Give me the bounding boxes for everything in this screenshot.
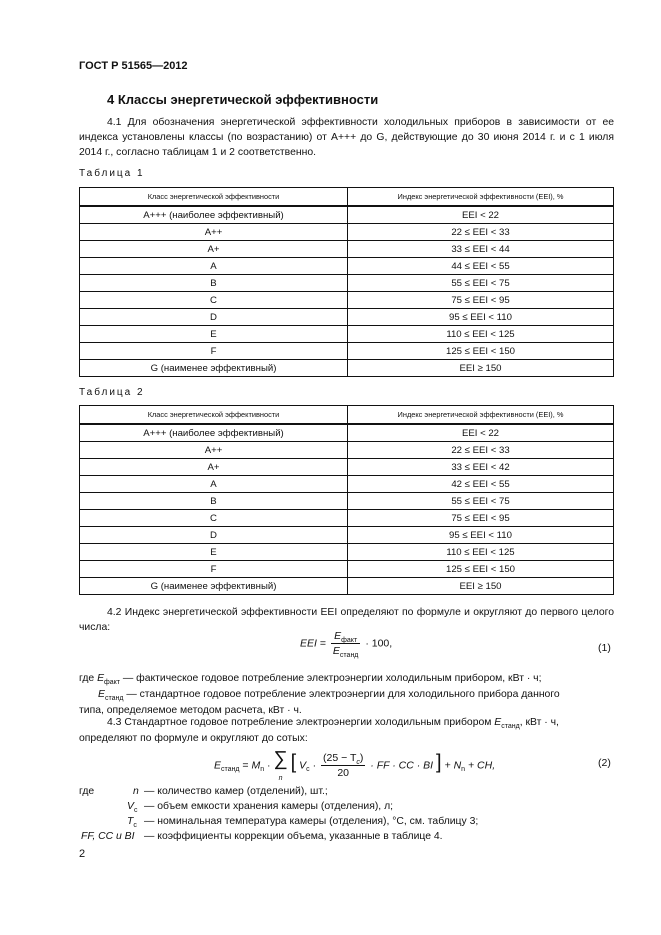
table-row xyxy=(80,424,614,442)
defs2-where: где xyxy=(79,786,95,797)
table-1 xyxy=(79,187,614,377)
table-row xyxy=(80,561,614,578)
eq1-num-sub: факт xyxy=(341,637,358,644)
class-cell: D xyxy=(80,309,348,326)
class-cell: G (наименее эффективный) xyxy=(80,578,348,595)
eq1-tail: · 100, xyxy=(365,637,393,650)
eq2-frac-num-end: ) xyxy=(359,752,364,764)
paragraph-4-2: 4.2 Индекс энергетической эффективности EEI определяют по формуле и округляют до первого целого числа: xyxy=(79,607,614,633)
definitions-1 xyxy=(79,671,619,718)
class-cell: B xyxy=(80,493,348,510)
class-cell: A+ xyxy=(80,241,348,258)
eq2-fraction xyxy=(321,752,365,779)
table-row xyxy=(80,527,614,544)
index-cell: 33 ≤ EEI < 44 xyxy=(348,241,614,258)
class-cell: A++ xyxy=(80,224,348,241)
eq2-frac-num: (25 − T xyxy=(323,752,357,764)
table-row xyxy=(80,241,614,258)
class-cell: A+++ (наиболее эффективный) xyxy=(80,206,348,224)
defs1-estand-sub: станд xyxy=(104,695,124,702)
right-bracket-icon: ] xyxy=(436,751,442,774)
table-row xyxy=(80,459,614,476)
table-row xyxy=(80,510,614,527)
defs2-ff-symbol: FF, CC и BI xyxy=(81,831,135,842)
table-row xyxy=(80,309,614,326)
left-bracket-icon: [ xyxy=(290,751,297,774)
index-cell: EEI < 22 xyxy=(348,206,614,224)
table-row xyxy=(80,224,614,241)
defs2-n-text: — количество камер (отделений), шт.; xyxy=(144,786,328,797)
class-cell: F xyxy=(80,343,348,360)
defs1-estand-symbol: E xyxy=(98,689,105,700)
eq2-m-sub: n xyxy=(260,766,265,774)
table-row xyxy=(80,544,614,561)
defs1-efakt-symbol: E xyxy=(97,673,104,684)
index-cell: EEI ≥ 150 xyxy=(348,578,614,595)
index-cell: 55 ≤ EEI < 75 xyxy=(348,275,614,292)
defs2-t-sub: c xyxy=(133,822,137,829)
class-cell: B xyxy=(80,275,348,292)
class-cell: A+++ (наиболее эффективный) xyxy=(80,424,348,442)
p43-sub: станд xyxy=(501,723,520,730)
defs1-estand-text2: типа, определяемое методом расчета, кВт · ч. xyxy=(79,705,302,716)
class-cell: E xyxy=(80,544,348,561)
defs2-ff-text: — коэффициенты коррекции объема, указанные в таблице 4. xyxy=(144,831,443,842)
section-title: 4 Классы энергетической эффективности xyxy=(107,92,379,107)
document-header: ГОСТ Р 51565—2012 xyxy=(79,60,188,72)
eq1-lhs: EEI xyxy=(300,637,317,650)
page-number: 2 xyxy=(79,848,86,860)
p43-text-c: определяют по формуле и округляют до сотых: xyxy=(79,733,308,744)
eq2-lhs: E xyxy=(214,759,222,772)
table-row xyxy=(80,343,614,360)
eq2-m: M xyxy=(251,759,261,772)
table-2 xyxy=(79,405,614,595)
index-cell: 75 ≤ EEI < 95 xyxy=(348,510,614,527)
eq2-frac-num-sub: c xyxy=(356,759,360,766)
index-cell: 33 ≤ EEI < 42 xyxy=(348,459,614,476)
paragraph-4-1: 4.1 Для обозначения энергетической эффективности холодильных приборов в зависимости от ее индекса установлены классы (по возрастанию) от A+++ до G, действующие до 30 июня 2014 г. и с 1 июля 2014 г., согласно таблицам 1 и 2 соответственно. xyxy=(79,117,614,158)
eq2-vc: V xyxy=(299,759,307,772)
defs2-v-symbol: V xyxy=(127,801,134,812)
index-cell: 75 ≤ EEI < 95 xyxy=(348,292,614,309)
index-cell: 110 ≤ EEI < 125 xyxy=(348,326,614,343)
table-row xyxy=(80,258,614,275)
equation-2: $E_{станд} = M_n$ · ∑ n [ $V_c$ · $\frac{(25 - T_c)}{20}$ · FF · CC · BI ] + $N_n$ + CH, xyxy=(214,748,496,782)
p43-text-b: , кВт · ч, xyxy=(519,717,559,728)
table2-caption: Таблица 2 xyxy=(79,387,145,398)
table-row xyxy=(80,206,614,224)
eq2-lhs-sub: станд xyxy=(221,766,240,774)
index-cell: 22 ≤ EEI < 33 xyxy=(348,224,614,241)
eq1-den-sub: станд xyxy=(339,652,359,659)
class-cell: C xyxy=(80,510,348,527)
eq2-mid: · FF · CC · BI xyxy=(370,759,434,772)
paragraph-4-3 xyxy=(79,715,614,746)
defs1-efakt-sub: факт xyxy=(104,679,120,686)
eq1-fraction xyxy=(331,630,361,657)
class-cell: C xyxy=(80,292,348,309)
index-cell: EEI ≥ 150 xyxy=(348,360,614,377)
defs2-t-text: — номинальная температура камеры (отделения), °C, см. таблицу 3; xyxy=(144,816,479,827)
defs1-efakt-text: — фактическое годовое потребление электроэнергии холодильным прибором, кВт · ч; xyxy=(122,673,542,684)
defs1-estand-text: — стандартное годовое потребление электроэнергии для холодильного прибора данного xyxy=(126,689,560,700)
index-cell: 42 ≤ EEI < 55 xyxy=(348,476,614,493)
class-cell: A+ xyxy=(80,459,348,476)
class-cell: D xyxy=(80,527,348,544)
eq1-den: E xyxy=(332,645,340,657)
class-cell: A++ xyxy=(80,442,348,459)
definitions-2 xyxy=(79,784,619,844)
p43-symbol: E xyxy=(494,717,502,728)
class-cell: A xyxy=(80,476,348,493)
index-cell: 44 ≤ EEI < 55 xyxy=(348,258,614,275)
equation-2-number: (2) xyxy=(598,757,611,769)
class-cell: E xyxy=(80,326,348,343)
eq2-sum-sub: n xyxy=(278,775,283,782)
table-row xyxy=(80,493,614,510)
table1-header-class: Класс энергетической эффективности xyxy=(80,188,348,207)
eq2-n-sub: n xyxy=(461,766,466,774)
index-cell: 125 ≤ EEI < 150 xyxy=(348,343,614,360)
index-cell: 22 ≤ EEI < 33 xyxy=(348,442,614,459)
class-cell: A xyxy=(80,258,348,275)
class-cell: F xyxy=(80,561,348,578)
eq2-ch: + CH, xyxy=(467,759,496,772)
table-row xyxy=(80,326,614,343)
table-row xyxy=(80,360,614,377)
table-row xyxy=(80,476,614,493)
eq2-frac-den: 20 xyxy=(337,767,350,779)
eq2-vc-sub: c xyxy=(306,766,310,774)
index-cell: 110 ≤ EEI < 125 xyxy=(348,544,614,561)
table2-header-index: Индекс энергетической эффективности (EEI), % xyxy=(348,406,614,425)
defs2-n-symbol: n xyxy=(133,786,139,797)
eq2-sum xyxy=(273,748,287,783)
class-cell: G (наименее эффективный) xyxy=(80,360,348,377)
defs1-where: где xyxy=(79,673,95,684)
eq1-num: E xyxy=(334,630,342,642)
index-cell: 125 ≤ EEI < 150 xyxy=(348,561,614,578)
index-cell: 95 ≤ EEI < 110 xyxy=(348,309,614,326)
defs2-t-symbol: T xyxy=(127,816,134,827)
index-cell: EEI < 22 xyxy=(348,424,614,442)
table2-header-class: Класс энергетической эффективности xyxy=(80,406,348,425)
table-row xyxy=(80,275,614,292)
equation-1-number: (1) xyxy=(598,642,611,654)
sum-icon: ∑ xyxy=(273,748,288,770)
defs2-v-text: — объем емкости хранения камеры (отделения), л; xyxy=(144,801,394,812)
p43-text-a: 4.3 Стандартное годовое потребление электроэнергии холодильным прибором xyxy=(107,717,492,728)
eq2-plus-n: + N xyxy=(444,759,462,772)
defs2-v-sub: c xyxy=(133,807,138,814)
index-cell: 95 ≤ EEI < 110 xyxy=(348,527,614,544)
table1-header-index: Индекс энергетической эффективности (EEI), % xyxy=(348,188,614,207)
table1-caption: Таблица 1 xyxy=(79,168,145,179)
table-row xyxy=(80,578,614,595)
table-row xyxy=(80,442,614,459)
equation-1: EEI = $\frac{E_{факт}}{E_{станд}}$ · 100, xyxy=(300,630,393,659)
table-row xyxy=(80,292,614,309)
index-cell: 55 ≤ EEI < 75 xyxy=(348,493,614,510)
